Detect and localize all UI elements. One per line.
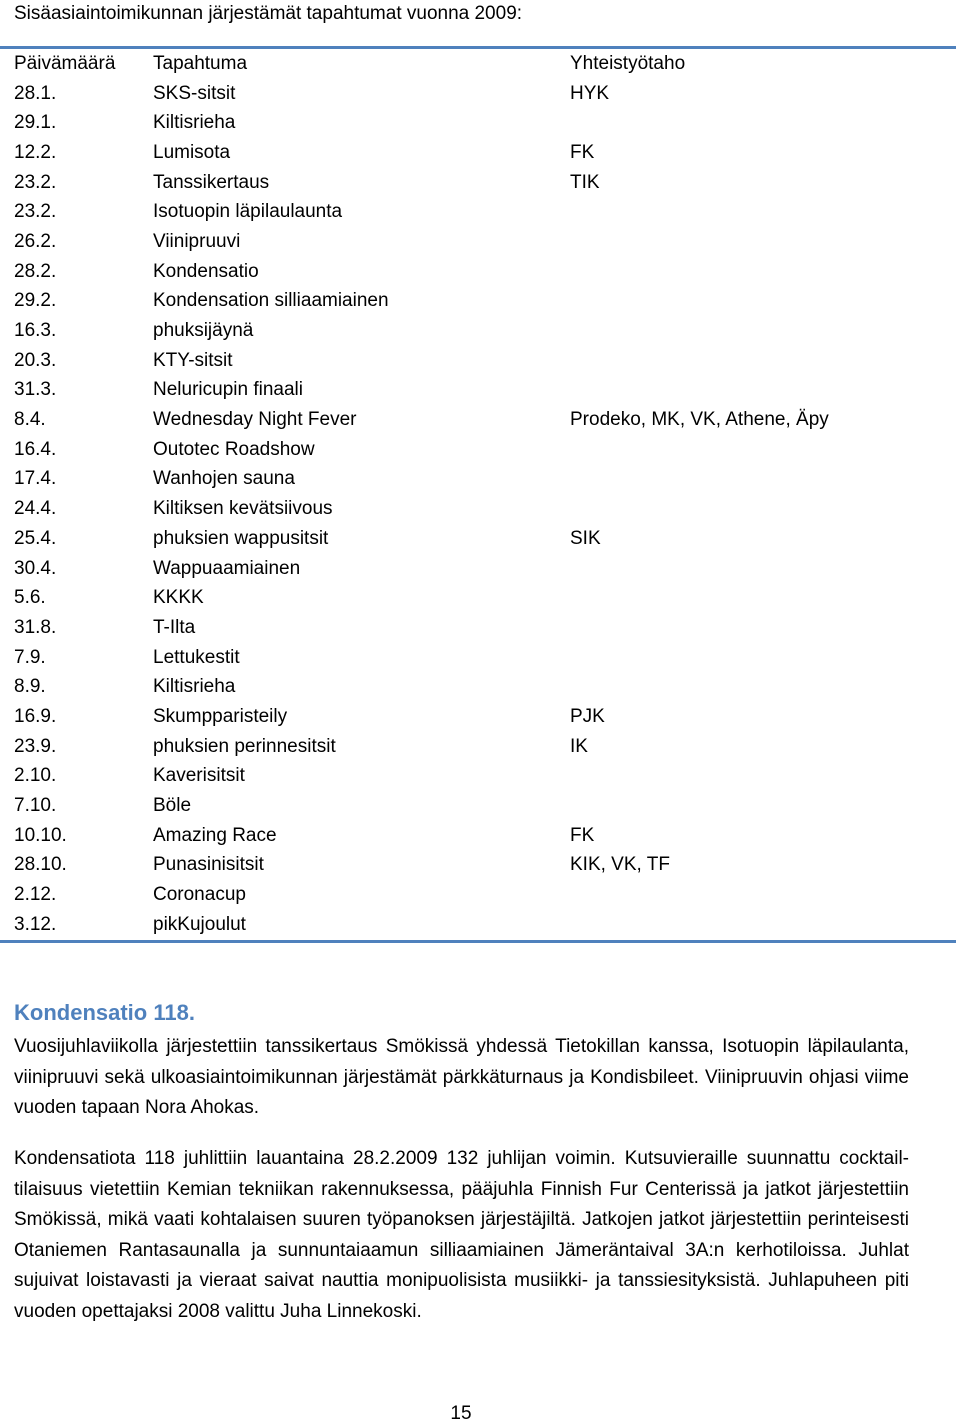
table-row — [0, 346, 956, 376]
event-date: 16.9. — [14, 705, 57, 727]
event-date: 28.2. — [14, 260, 57, 282]
event-date: 25.4. — [14, 527, 57, 549]
event-date: 23.9. — [14, 735, 57, 757]
event-date: 10.10. — [14, 824, 67, 846]
table-row — [0, 79, 956, 109]
event-name: Kiltisrieha — [153, 112, 236, 134]
table-row — [0, 494, 956, 524]
event-partner — [570, 257, 956, 287]
event-partner — [570, 316, 956, 346]
table-row — [0, 376, 956, 406]
event-name: Punasinisitsit — [153, 854, 264, 876]
event-partner: Prodeko, MK, VK, Athene, Äpy — [570, 409, 829, 431]
event-date: 2.12. — [14, 884, 57, 906]
event-name: Wappuaamiainen — [153, 557, 301, 579]
event-name: Neluricupin finaali — [153, 379, 303, 401]
paragraph-2: Kondensatiota 118 juhlittiin lauantaina 28.2.2009 132 juhlijan voimin. Kutsuvieraille suunnattu cocktail-tilaisuus vietettiin Kemian tekniikan rakennuksessa, pääjuhla Finnish Fur Centerissä ja jatkot järjestettiin Smökissä, mikä vaati kohtalaisen suuren työpanoksen järjestäjiltä. Jatkojen jatkot järjestettiin perinteisesti Otaniemen Rantasaunalla ja sunnuntaiaamun silliaamiainen Jämeräntaival 3A:n kerhotiloissa. Juhlat sujuivat loistavasti ja vieraat saivat nauttia monipuolisista musiikki- ja tanssiesityksistä. Juhlapuheen piti vuoden opettajaksi 2008 valittu Juha Linnekoski. — [14, 1148, 909, 1322]
event-partner — [570, 435, 956, 465]
event-name: Kondensatio — [153, 260, 259, 282]
event-partner — [570, 227, 956, 257]
event-name: phuksien wappusitsit — [153, 527, 329, 549]
event-name: Viinipruuvi — [153, 230, 241, 252]
event-partner: SIK — [570, 527, 601, 549]
paragraph-1: Vuosijuhlaviikolla järjestettiin tanssikertaus Smökissä yhdessä Tietokillan kanssa, Isotuopin läpilaulanta, viinipruuvi sekä ulkoasiaintoimikunnan järjestämät pärkkäturnaus ja Kondisbileet. Viinipruuvin ohjasi viime vuoden tapaan Nora Ahokas. — [14, 1036, 909, 1118]
event-date: 8.4. — [14, 409, 46, 431]
event-partner: TIK — [570, 171, 600, 193]
table-row — [0, 168, 956, 198]
event-partner — [570, 791, 956, 821]
event-date: 26.2. — [14, 230, 57, 252]
event-name: Wanhojen sauna — [153, 468, 295, 490]
table-row — [0, 465, 956, 495]
table-row — [0, 613, 956, 643]
event-name: phuksijäynä — [153, 320, 254, 342]
event-partner — [570, 108, 956, 138]
event-date: 5.6. — [14, 587, 46, 609]
event-date: 7.10. — [14, 795, 57, 817]
event-date: 29.2. — [14, 290, 57, 312]
table-row — [0, 910, 956, 940]
table-row — [0, 435, 956, 465]
events-table — [0, 49, 956, 940]
event-name: Böle — [153, 795, 192, 817]
event-date: 8.9. — [14, 676, 46, 698]
event-date: 16.4. — [14, 438, 57, 460]
event-name: Lumisota — [153, 141, 231, 163]
table-row — [0, 197, 956, 227]
event-date: 28.1. — [14, 82, 57, 104]
header-partner: Yhteistyötaho — [570, 52, 686, 74]
event-partner — [570, 613, 956, 643]
event-partner — [570, 346, 956, 376]
event-partner — [570, 910, 956, 940]
events-table-body — [0, 49, 956, 940]
table-row — [0, 851, 956, 881]
event-partner — [570, 376, 956, 406]
event-date: 23.2. — [14, 201, 57, 223]
event-name: pikKujoulut — [153, 913, 246, 935]
event-name: Isotuopin läpilaulaunta — [153, 201, 343, 223]
table-row — [0, 732, 956, 762]
intro-text: Sisäasiaintoimikunnan järjestämät tapahtumat vuonna 2009: — [14, 3, 523, 24]
event-date: 28.10. — [14, 854, 67, 876]
table-row — [0, 702, 956, 732]
event-name: KTY-sitsit — [153, 349, 233, 371]
table-row — [0, 791, 956, 821]
table-row — [0, 583, 956, 613]
event-date: 2.10. — [14, 765, 57, 787]
event-partner: IK — [570, 735, 588, 757]
event-partner — [570, 643, 956, 673]
event-name: Wednesday Night Fever — [153, 409, 357, 431]
table-row — [0, 138, 956, 168]
event-date: 29.1. — [14, 112, 57, 134]
event-partner: FK — [570, 141, 595, 163]
event-name: Kiltisrieha — [153, 676, 236, 698]
page-number: 15 — [450, 1403, 472, 1424]
event-name: Amazing Race — [153, 824, 277, 846]
event-partner — [570, 583, 956, 613]
event-partner — [570, 880, 956, 910]
event-date: 12.2. — [14, 141, 57, 163]
event-date: 23.2. — [14, 171, 57, 193]
event-date: 30.4. — [14, 557, 57, 579]
event-name: phuksien perinnesitsit — [153, 735, 336, 757]
event-partner — [570, 554, 956, 584]
table-row — [0, 643, 956, 673]
event-name: Kondensation silliaamiainen — [153, 290, 389, 312]
event-name: Kiltiksen kevätsiivous — [153, 498, 333, 520]
event-date: 31.8. — [14, 616, 57, 638]
event-partner — [570, 465, 956, 495]
event-date: 16.3. — [14, 320, 57, 342]
event-name: Kaverisitsit — [153, 765, 245, 787]
event-name: Coronacup — [153, 884, 246, 906]
event-partner: KIK, VK, TF — [570, 854, 670, 876]
event-date: 20.3. — [14, 349, 57, 371]
event-date: 7.9. — [14, 646, 46, 668]
table-row — [0, 287, 956, 317]
event-partner: HYK — [570, 82, 610, 104]
event-name: KKKK — [153, 587, 204, 609]
event-partner — [570, 287, 956, 317]
event-date: 31.3. — [14, 379, 57, 401]
event-partner — [570, 494, 956, 524]
table-row — [0, 880, 956, 910]
event-name: Skumpparisteily — [153, 705, 288, 727]
table-row — [0, 316, 956, 346]
event-date: 24.4. — [14, 498, 57, 520]
event-partner — [570, 762, 956, 792]
header-event: Tapahtuma — [153, 52, 248, 74]
table-row — [0, 257, 956, 287]
section-heading: Kondensatio 118. — [14, 1000, 195, 1025]
event-name: SKS-sitsit — [153, 82, 236, 104]
event-date: 3.12. — [14, 913, 57, 935]
event-partner: FK — [570, 824, 595, 846]
table-bottom-rule — [0, 940, 956, 943]
table-row — [0, 821, 956, 851]
event-name: Tanssikertaus — [153, 171, 270, 193]
header-date: Päivämäärä — [14, 52, 116, 74]
table-row — [0, 554, 956, 584]
event-name: Lettukestit — [153, 646, 240, 668]
table-row — [0, 524, 956, 554]
table-row — [0, 108, 956, 138]
event-date: 17.4. — [14, 468, 57, 490]
event-partner: PJK — [570, 705, 605, 727]
event-name: T-Ilta — [153, 616, 196, 638]
event-partner — [570, 672, 956, 702]
table-row — [0, 672, 956, 702]
table-row — [0, 762, 956, 792]
event-name: Outotec Roadshow — [153, 438, 315, 460]
table-header-row — [0, 49, 956, 79]
table-row — [0, 405, 956, 435]
table-row — [0, 227, 956, 257]
event-partner — [570, 197, 956, 227]
